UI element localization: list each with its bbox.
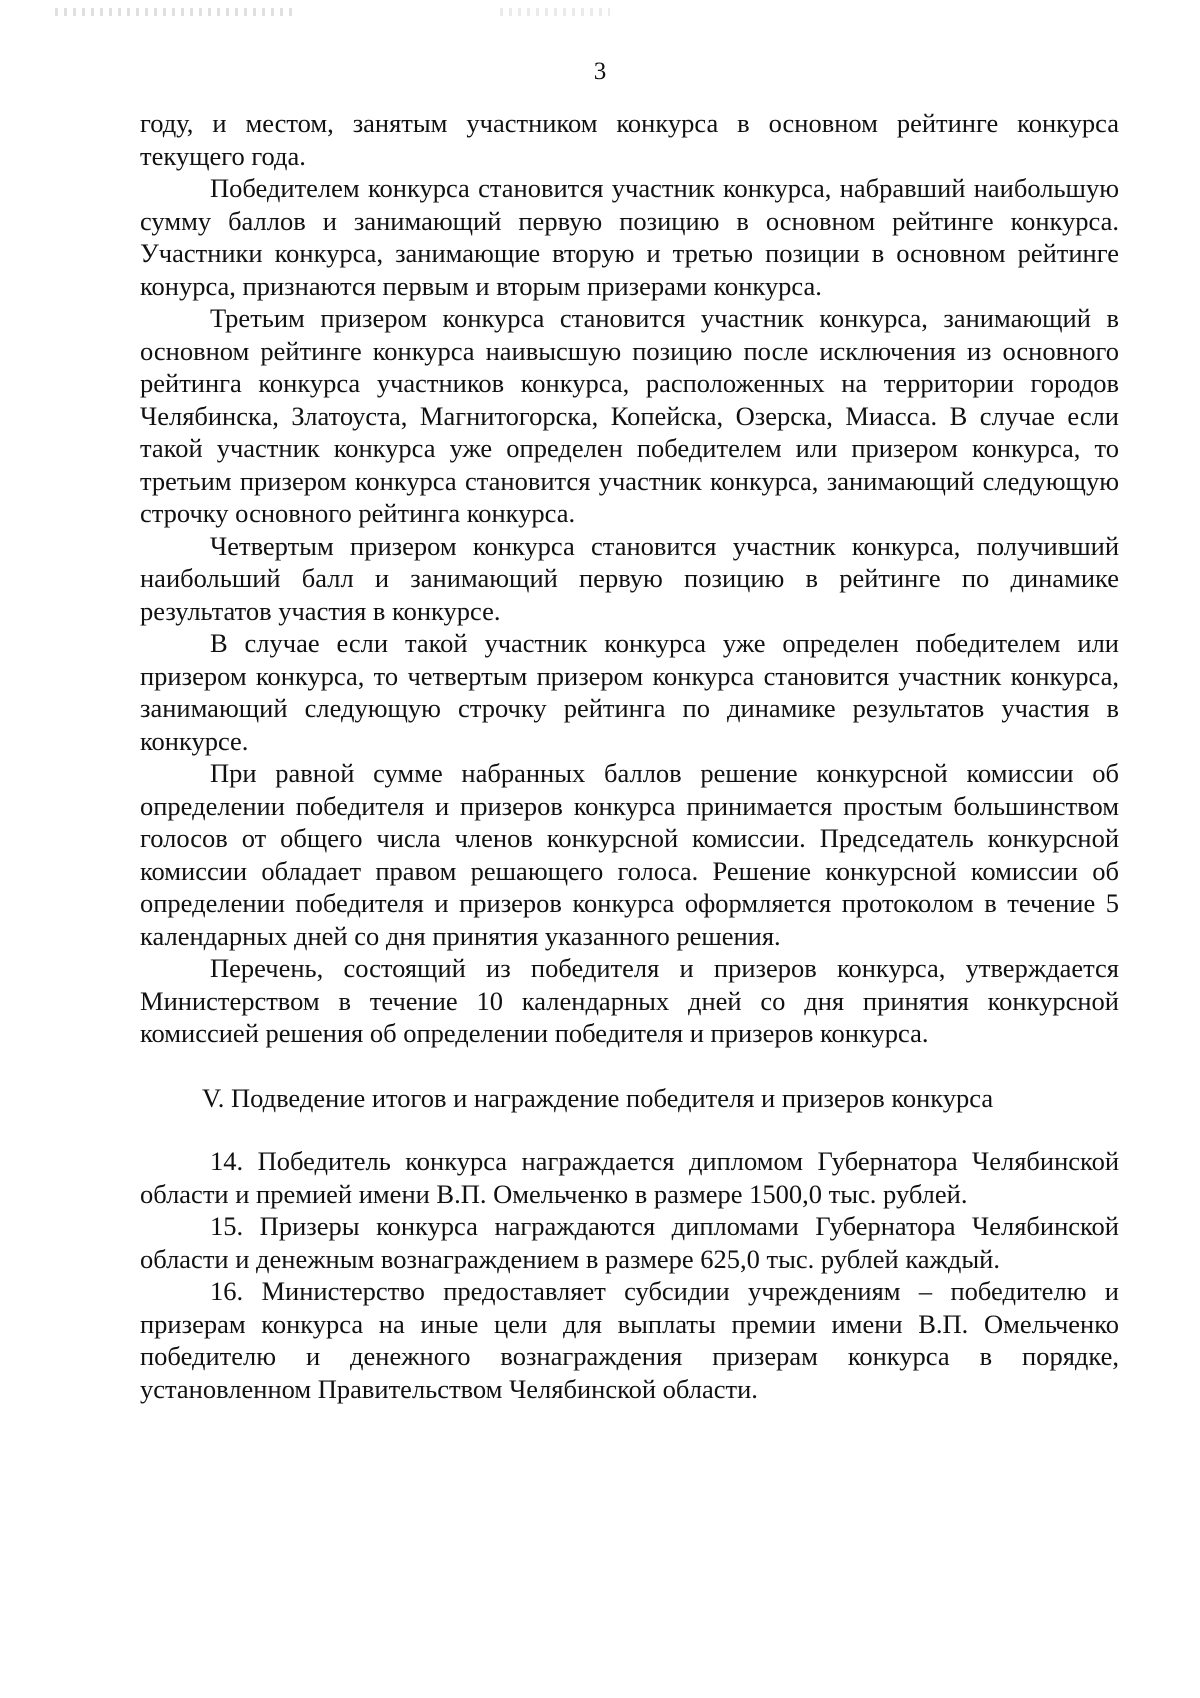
- paragraph: В случае если такой участник конкурса уже определен победителем или призером конкурса, то четвертым призером конкурса становится участник конкурса, занимающий следующую строчку рейтинга по динамике результатов участия в конкурсе.: [140, 628, 1119, 756]
- paragraph: году, и местом, занятым участником конкурса в основном рейтинге конкурса текущего года.: [140, 108, 1119, 171]
- clause-15: 15. Призеры конкурса награждаются дипломами Губернатора Челябинской области и денежным вознаграждением в размере 625,0 тыс. рублей каждый.: [140, 1211, 1119, 1274]
- clause-16: 16. Министерство предоставляет субсидии учреждениям – победителю и призерам конкурса на иные цели для выплаты премии имени В.П. Омельченко победителю и денежного вознаграждения призерам конкурса в порядке, установленном Правительством Челябинской области.: [140, 1276, 1119, 1404]
- paragraph: Перечень, состоящий из победителя и призеров конкурса, утверждается Министерством в течение 10 календарных дней со дня принятия конкурсной комиссией решения об определении победителя и призеров конкурса.: [140, 953, 1119, 1048]
- paragraph: При равной сумме набранных баллов решение конкурсной комиссии об определении победителя и призеров конкурса принимается простым большинством голосов от общего числа членов конкурсной комиссии. Председатель конкурсной комиссии обладает правом решающего голоса. Решение конкурсной комиссии об определении победителя и призеров конкурса оформляется протоколом в течение 5 календарных дней со дня принятия указанного решения.: [140, 758, 1119, 951]
- scan-artifact: [500, 8, 610, 16]
- scan-artifact: [55, 8, 295, 16]
- document-body: [140, 107, 1119, 1405]
- paragraph: Победителем конкурса становится участник конкурса, набравший наибольшую сумму баллов и занимающий первую позицию в основном рейтинге конкурса. Участники конкурса, занимающие вторую и третью позиции в основном рейтинге конуpса, признаются первым и вторым призерами конкурса.: [140, 173, 1119, 301]
- clause-14: 14. Победитель конкурса награждается дипломом Губернатора Челябинской области и премией имени В.П. Омельченко в размере 1500,0 тыс. рублей.: [140, 1146, 1119, 1209]
- section-heading: V. Подведение итогов и награждение победителя и призеров конкурса: [202, 1082, 994, 1113]
- page-number: 3: [593, 58, 607, 85]
- paragraph: Третьим призером конкурса становится участник конкурса, занимающий в основном рейтинге конкурса наивысшую позицию после исключения из основного рейтинга конкурса участников конкурса, расположенных на территории городов Челябинска, Златоуста, Магнитогорска, Копейска, Озерска, Миасса. В случае если такой участник конкурса уже определен победителем или призером конкурса, то третьим призером конкурса становится участник конкурса, занимающий следующую строчку основного рейтинга конкурса.: [140, 303, 1119, 528]
- paragraph: Четвертым призером конкурса становится участник конкурса, получивший наибольший балл и занимающий первую позицию в рейтинге по динамике результатов участия в конкурсе.: [140, 530, 1119, 626]
